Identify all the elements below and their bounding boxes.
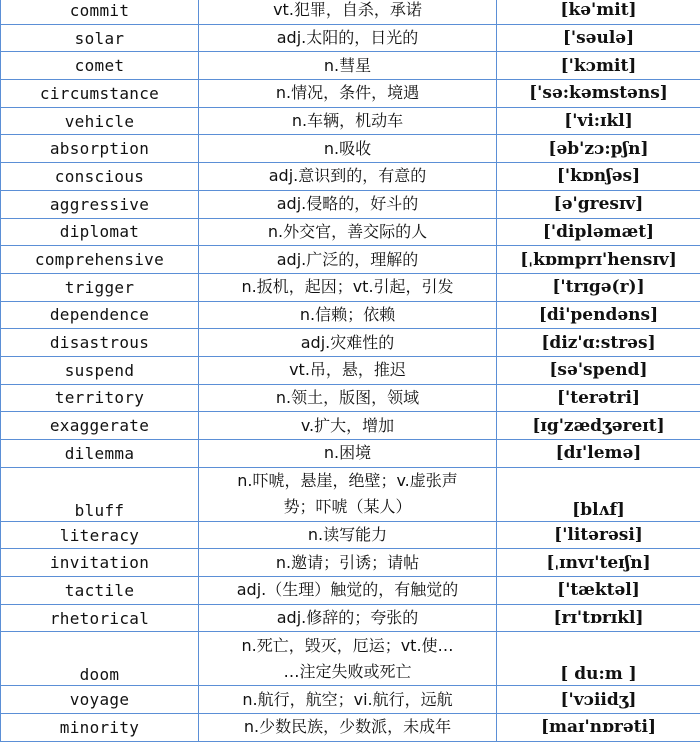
meaning-line: n.死亡，毁灭，厄运；vt.使…: [241, 635, 454, 655]
word-cell: voyage: [1, 686, 199, 714]
meaning-line: …注定失败或死亡: [283, 661, 412, 681]
table-row: [1, 356, 700, 384]
phonetic-cell: [ˌɪnvɪ'teɪʃn]: [497, 549, 700, 577]
phonetic-cell: [maɪ'nɒrəti]: [497, 714, 700, 742]
table-row: [1, 80, 700, 108]
phonetic-cell: [diz'ɑ:strəs]: [497, 329, 700, 357]
word-cell: doom: [1, 632, 199, 686]
meaning-cell: adj.侵略的，好斗的: [199, 190, 497, 218]
meaning-cell: v.扩大，增加: [199, 412, 497, 440]
word-cell: exaggerate: [1, 412, 199, 440]
word-cell: circumstance: [1, 80, 199, 108]
word-cell: dependence: [1, 301, 199, 329]
meaning-cell: n.扳机，起因；vt.引起，引发: [199, 273, 497, 301]
phonetic-cell: [blʌf]: [497, 467, 700, 521]
meaning-cell: adj.太阳的，日光的: [199, 24, 497, 52]
phonetic-cell: ['sə:kəmstəns]: [497, 80, 700, 108]
table-row: [1, 135, 700, 163]
phonetic-cell: [sə'spend]: [497, 356, 700, 384]
table-row: [1, 24, 700, 52]
word-cell: invitation: [1, 549, 199, 577]
meaning-cell: n.吸收: [199, 135, 497, 163]
phonetic-cell: ['vɔiidʒ]: [497, 686, 700, 714]
phonetic-cell: [ du:m ]: [497, 632, 700, 686]
table-row: [1, 412, 700, 440]
phonetic-cell: ['vi:ɪkl]: [497, 107, 700, 135]
table-row: [1, 52, 700, 80]
meaning-cell: n.领土，版图，领域: [199, 384, 497, 412]
word-cell: solar: [1, 24, 199, 52]
meaning-cell: [199, 467, 497, 521]
word-cell: conscious: [1, 163, 199, 191]
meaning-cell: n.车辆，机动车: [199, 107, 497, 135]
phonetic-cell: [kə'mit]: [497, 0, 700, 24]
word-cell: rhetorical: [1, 604, 199, 632]
meaning-cell: vt.犯罪，自杀，承诺: [199, 0, 497, 24]
table-row: [1, 0, 700, 24]
table-row: [1, 190, 700, 218]
meaning-cell: n.邀请；引诱；请帖: [199, 549, 497, 577]
word-cell: vehicle: [1, 107, 199, 135]
vocabulary-table-body: [1, 0, 700, 741]
phonetic-cell: ['litərəsi]: [497, 521, 700, 549]
table-row: [1, 163, 700, 191]
word-cell: absorption: [1, 135, 199, 163]
word-cell: disastrous: [1, 329, 199, 357]
table-row: [1, 686, 700, 714]
phonetic-cell: ['dipləmæt]: [497, 218, 700, 246]
table-row: [1, 440, 700, 468]
phonetic-cell: [rɪ'tɒrɪkl]: [497, 604, 700, 632]
phonetic-cell: [ə'gresɪv]: [497, 190, 700, 218]
meaning-cell: n.读写能力: [199, 521, 497, 549]
phonetic-cell: ['terətri]: [497, 384, 700, 412]
table-row: [1, 218, 700, 246]
phonetic-cell: [ˌkɒmprɪ'hensɪv]: [497, 246, 700, 274]
phonetic-cell: [di'pendəns]: [497, 301, 700, 329]
word-cell: territory: [1, 384, 199, 412]
table-row: [1, 521, 700, 549]
table-row: [1, 107, 700, 135]
word-cell: diplomat: [1, 218, 199, 246]
phonetic-cell: ['kɒnʃəs]: [497, 163, 700, 191]
meaning-cell: n.少数民族，少数派，未成年: [199, 714, 497, 742]
phonetic-cell: ['səulə]: [497, 24, 700, 52]
word-cell: trigger: [1, 273, 199, 301]
meaning-cell: adj.意识到的，有意的: [199, 163, 497, 191]
phonetic-cell: [ɪg'zædʒəreɪt]: [497, 412, 700, 440]
word-cell: dilemma: [1, 440, 199, 468]
meaning-cell: adj.灾难性的: [199, 329, 497, 357]
word-cell: minority: [1, 714, 199, 742]
phonetic-cell: [əb'zɔ:pʃn]: [497, 135, 700, 163]
word-cell: comet: [1, 52, 199, 80]
word-cell: commit: [1, 0, 199, 24]
table-row: [1, 301, 700, 329]
meaning-cell: adj.修辞的；夸张的: [199, 604, 497, 632]
word-cell: aggressive: [1, 190, 199, 218]
table-row: [1, 273, 700, 301]
word-cell: suspend: [1, 356, 199, 384]
phonetic-cell: ['tæktəl]: [497, 577, 700, 605]
phonetic-cell: ['trɪgə(r)]: [497, 273, 700, 301]
meaning-line: n.吓唬，悬崖，绝壁；v.虚张声: [237, 471, 458, 491]
table-row: [1, 714, 700, 742]
meaning-cell: [199, 632, 497, 686]
table-row: [1, 549, 700, 577]
word-cell: tactile: [1, 577, 199, 605]
phonetic-cell: ['kɔmit]: [497, 52, 700, 80]
phonetic-cell: [dɪ'lemə]: [497, 440, 700, 468]
table-row: [1, 384, 700, 412]
table-row: [1, 604, 700, 632]
meaning-cell: adj.广泛的，理解的: [199, 246, 497, 274]
word-cell: bluff: [1, 467, 199, 521]
meaning-cell: n.信赖；依赖: [199, 301, 497, 329]
meaning-cell: n.航行，航空；vi.航行，远航: [199, 686, 497, 714]
meaning-cell: n.情况，条件，境遇: [199, 80, 497, 108]
meaning-cell: n.彗星: [199, 52, 497, 80]
meaning-cell: n.外交官，善交际的人: [199, 218, 497, 246]
table-row: [1, 577, 700, 605]
table-row: [1, 467, 700, 521]
table-row: [1, 329, 700, 357]
meaning-cell: n.困境: [199, 440, 497, 468]
table-row: [1, 246, 700, 274]
meaning-cell: adj.（生理）触觉的，有触觉的: [199, 577, 497, 605]
meaning-line: 势；吓唬（某人）: [283, 497, 412, 517]
table-row: [1, 632, 700, 686]
word-cell: comprehensive: [1, 246, 199, 274]
word-cell: literacy: [1, 521, 199, 549]
meaning-cell: vt.吊，悬，推迟: [199, 356, 497, 384]
